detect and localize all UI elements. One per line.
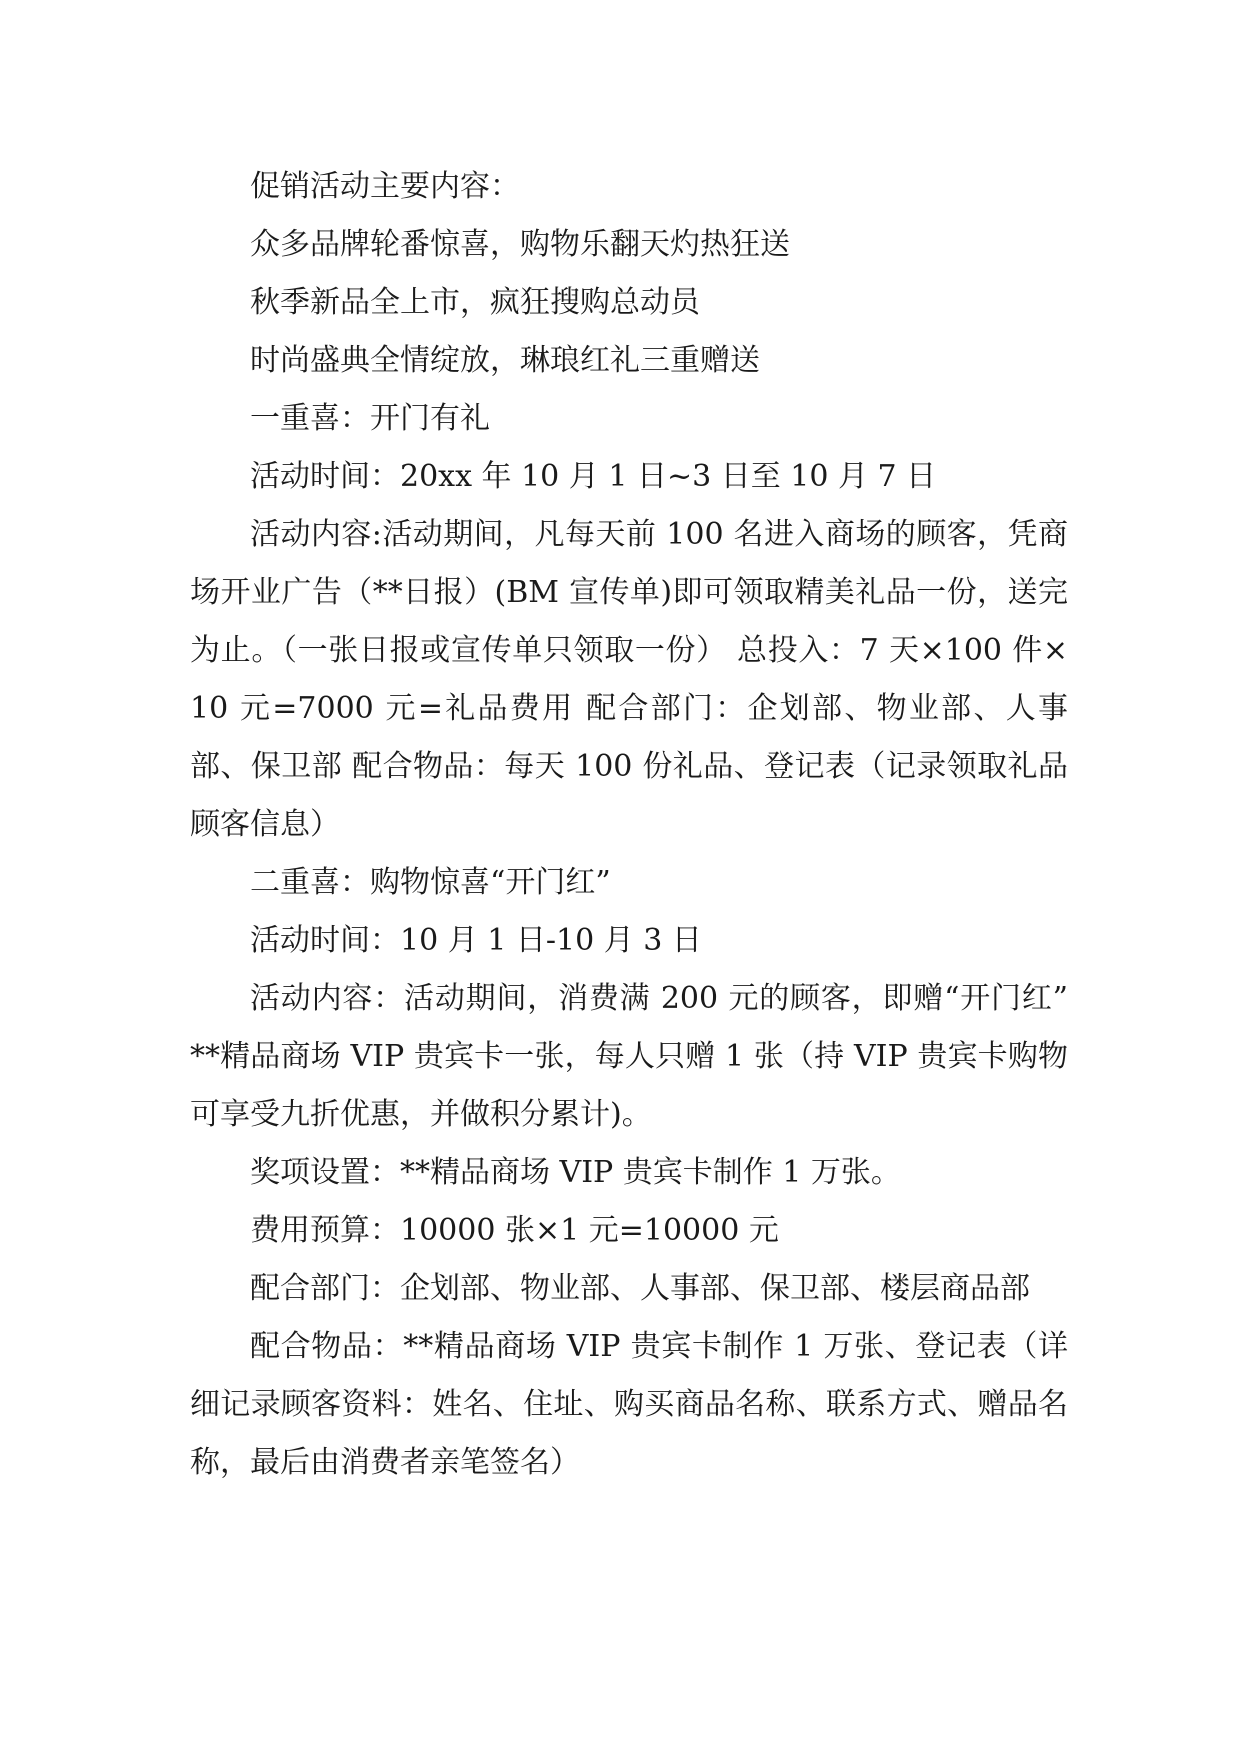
promo-title-2: 二重喜：购物惊喜“开门红” xyxy=(250,865,611,900)
promo-content-1: 活动内容:活动期间，凡每天前 100 名进入商场的顾客，凭商场开业广告（**日报）(BM 宣传单)即可领取精美礼品一份，送完为止。（一张日报或宣传单只领取一份） 总投入：7 天×100 件×10 元=7000 元=礼品费用 配合部门：企划部、物业部、人事部、保卫部 配合物品：每天 100 份礼品、登记表（记录领取礼品顾客信息） xyxy=(190,517,1068,842)
promo-title-1: 一重喜：开门有礼 xyxy=(250,401,490,436)
slogan-line: 众多品牌轮番惊喜，购物乐翻天灼热狂送 xyxy=(250,227,790,262)
slogan-line: 秋季新品全上市，疯狂搜购总动员 xyxy=(250,285,700,320)
promo-content-2: 活动内容：活动期间，消费满 200 元的顾客，即赠“开门红” **精品商场 VIP 贵宾卡一张，每人只赠 1 张（持 VIP 贵宾卡购物可享受九折优惠，并做积分累计)。 xyxy=(190,981,1078,1132)
promo-time-1: 活动时间：20xx 年 10 月 1 日~3 日至 10 月 7 日 xyxy=(250,459,937,494)
budget-line: 费用预算：10000 张×1 元=10000 元 xyxy=(250,1213,779,1248)
slogan-line: 时尚盛典全情绽放，琳琅红礼三重赠送 xyxy=(250,343,760,378)
departments-line: 配合部门：企划部、物业部、人事部、保卫部、楼层商品部 xyxy=(250,1271,1030,1306)
section-heading: 促销活动主要内容： xyxy=(250,169,520,204)
document-body xyxy=(190,158,1078,1492)
promo-time-2: 活动时间：10 月 1 日-10 月 3 日 xyxy=(250,923,702,958)
prize-setting: 奖项设置：**精品商场 VIP 贵宾卡制作 1 万张。 xyxy=(250,1155,901,1190)
materials-line: 配合物品：**精品商场 VIP 贵宾卡制作 1 万张、登记表（详细记录顾客资料：姓名、住址、购买商品名称、联系方式、赠品名称，最后由消费者亲笔签名） xyxy=(190,1329,1068,1480)
